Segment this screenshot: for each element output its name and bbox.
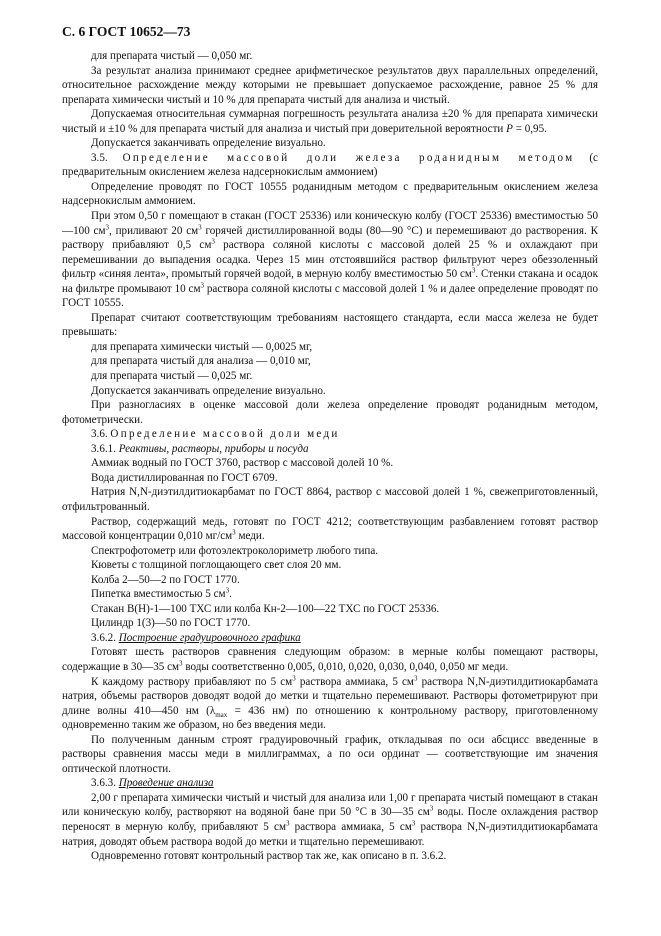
paragraph: Аммиак водный по ГОСТ 3760, раствор с массовой долей 10 %. (91, 457, 394, 470)
paragraph: Натрия N,N-диэтилдитиокарбамат по ГОСТ 8864, раствор с массовой долей 1 %, свежеприготовленный, отфильтрованный. (62, 486, 598, 513)
list-item: для препарата чистый — 0,025 мг. (91, 370, 253, 383)
paragraph: для препарата чистый — 0,050 мг. (91, 50, 253, 62)
list-item: для препарата химически чистый — 0,0025 мг, (91, 340, 313, 353)
page-header: С. 6 ГОСТ 10652—73 (62, 24, 191, 39)
paragraph: Кюветы с толщиной поглощающего свет слоя 20 мм. (91, 559, 342, 572)
subsection-heading-3-6-3: 3.6.3. Проведение анализа (91, 777, 214, 790)
paragraph: Определение проводят по ГОСТ 10555 роданидным методом с предварительным окислением железа надсернокислым аммонием. (62, 180, 598, 208)
paragraph: Готовят шесть растворов сравнения следующим образом: в мерные колбы помещают растворы, содержащие в 30—35 $см^3$ воды соответственно 0,005, 0,010, 0,020, 0,030, 0,040, 0,050 мг меди. (62, 646, 598, 673)
paragraph: За результат анализа принимают среднее арифметическое результатов двух параллельных определений, относительное расхождение между которыми не превышает допускаемое расхождение, равное 25 % для препарата химически чистый и 10 % для препарата чистый для анализа и чистый. (62, 64, 598, 106)
paragraph: Препарат считают соответствующим требованиям настоящего стандарта, если масса железа не будет превышать: (62, 311, 598, 339)
paragraph: Допускается заканчивать определение визуально. (91, 137, 326, 150)
paragraph: Спектрофотометр или фотоэлектроколориметр любого типа. (91, 544, 379, 557)
paragraph: К каждому раствору прибавляют по 5 $см^3$ раствора аммиака, 5 $см^3$ раствора N,N-диэтилдитиокарбамата натрия, объемы растворов доводят водой до метки и тщательно перемешивают. Растворы фотометрируют при длине волны 410—450 нм ($\lambda_{max} = 436$ нм) по отношению к контрольному раствору, приготовленному одновременно таким же образом, но без введения меди. (62, 673, 598, 732)
document-body (62, 49, 598, 864)
subsection-heading-3-6-2: 3.6.2. Построение градуировочного графика (91, 631, 301, 644)
paragraph: 2,00 г препарата химически чистый и чистый для анализа или 1,00 г препарата чистый помещают в стакан или коническую колбу, растворяют на водяной бане при 50 °С в 30—35 $см^3$ воды. После охлаждения раствор переносят в мерную колбу, прибавляют 5 $см^3$ раствора аммиака, 5 $см^3$ раствора N,N-диэтилдитиокарбамата натрия, доводят объем раствора водой до метки и тщательно перемешивают. (62, 791, 599, 848)
paragraph: Пипетка вместимостью 5 $см^3$. (91, 586, 232, 601)
section-heading-3-5: 3.5. Определение массовой доли железа роданидным методом (с предварительным окислением железа надсернокислым аммонием) (62, 151, 598, 179)
paragraph: Вода дистиллированная по ГОСТ 6709. (91, 471, 278, 484)
paragraph: При этом 0,50 г помещают в стакан (ГОСТ 25336) или коническую колбу (ГОСТ 25336) вместимостью 50—100 $см^3$, приливают 20 $см^3$ горячей дистиллированной воды (80—90 °С) и перемешивают до растворения. К раствору прибавляют 0,5 $см^3$ раствора соляной кислоты с массовой долей 25 % и охлаждают при перемешивании до выпадения осадка. Через 15 мин отстоявшийся раствор фильтруют через обеззоленный фильтр «синяя лента», промытый горячей водой, в мерную колбу вместимостью 50 $см^3$. Стенки стакана и осадок на фильтре промывают 10 $см^3$ раствора соляной кислоты с массовой долей 1 % и далее определение проводят по ГОСТ 10555. (62, 210, 598, 310)
paragraph: Раствор, содержащий медь, готовят по ГОСТ 4212; соответствующим разбавлением готовят раствор массовой концентрации 0,010 $мг/см^3$ меди. (62, 515, 598, 543)
paragraph: Стакан В(Н)-1—100 ТХС или колба Кн-2—100—22 ТХС по ГОСТ 25336. (91, 602, 440, 615)
paragraph: Допускается заканчивать определение визуально. (91, 384, 326, 397)
paragraph: Цилиндр 1(3)—50 по ГОСТ 1770. (91, 617, 251, 630)
list-item: для препарата чистый для анализа — 0,010 мг, (91, 355, 311, 368)
paragraph: Допускаемая относительная суммарная погрешность результата анализа ±20 % для препарата химически чистый и ±10 % для препарата чистый для анализа и чистый при доверительной вероятности P = 0,95. (62, 108, 598, 135)
paragraph: Колба 2—50—2 по ГОСТ 1770. (91, 573, 240, 586)
paragraph: По полученным данным строят градуировочный график, откладывая по оси абсцисс введенные в растворы сравнения массы меди в миллиграммах, а по оси ординат — соответствующие им значения оптической плотности. (62, 733, 598, 775)
section-heading-3-6: 3.6. Определение массовой доли меди (91, 428, 340, 441)
subsection-heading-3-6-1: 3.6.1. Реактивы, растворы, приборы и посуда (91, 442, 309, 455)
paragraph: При разногласиях в оценке массовой доли железа определение проводят роданидным методом, фотометрически. (62, 399, 598, 426)
paragraph: Одновременно готовят контрольный раствор так же, как описано в п. 3.6.2. (91, 850, 447, 863)
